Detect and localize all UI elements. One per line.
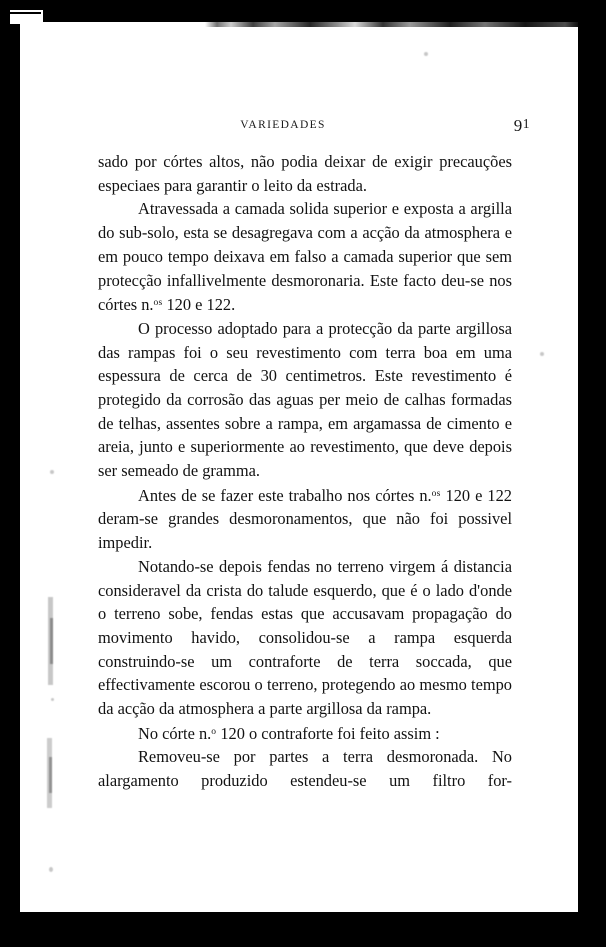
- paragraph-text-cont: 120 o contraforte foi feito assim :: [216, 723, 440, 743]
- dust-speck-artifact: [540, 352, 544, 356]
- paper-sheet: [20, 22, 578, 912]
- paragraph: [98, 317, 512, 483]
- page-folio-number: [514, 116, 530, 136]
- corner-notch-rule-artifact: [10, 12, 41, 14]
- paragraph: [98, 150, 512, 197]
- dust-speck-artifact: [51, 698, 54, 701]
- margin-smudge-artifact: [48, 597, 53, 685]
- paragraph: [98, 745, 512, 816]
- paragraph-text: No córte n.: [138, 723, 212, 743]
- running-head-title: VARIEDADES: [240, 119, 326, 131]
- dust-speck-artifact: [424, 52, 428, 56]
- dust-speck-artifact: [49, 867, 53, 872]
- margin-smudge-artifact: [47, 738, 52, 808]
- paragraph-text: Antes de se fazer este trabalho nos córtes n.: [138, 485, 432, 505]
- dust-speck-artifact: [50, 470, 54, 474]
- paragraph-text: O processo adoptado para a protecção da parte argillosa das rampas foi o seu revestimento com terra boa em uma espessura de cerca de 30 centimetros. Este revestimento é protegido da corrosão das aguas per meio de calhas formadas de telhas, assentes sobre a rampa, em argamassa de cimento e areia, junto e superiormente ao revestimento, que deve depois ser semeado de gramma.: [98, 318, 512, 481]
- margin-smudge-artifact: [49, 757, 52, 793]
- paragraph-text: Removeu-se por partes a terra desmoronada. No alargamento produzido estendeu-se um filtro for-: [98, 747, 512, 791]
- paragraph: [98, 555, 512, 721]
- ordinal-superscript: o: [211, 726, 217, 737]
- scan-edge-artifact: [205, 22, 578, 27]
- paragraph-text: Atravessada a camada solida superior e exposta a argilla do sub-solo, esta se desagregava com a acção da atmosphera e em pouco tempo deixava em falso a camada superior que sem protecção infallivelmente desmoronaria. Este facto deu-se nos córtes n.: [98, 199, 512, 315]
- margin-smudge-artifact: [50, 618, 53, 664]
- paragraph: [98, 483, 512, 555]
- paragraph: [98, 721, 512, 746]
- paragraph-text: Notando-se depois fendas no terreno virgem á distancia consideravel da crista do talude esquerdo, que é o lado d'onde o terreno sobe, fendas estas que accusavam propagação do movimento havido, consolidou-se a rampa esquerda construindo-se um contraforte de terra soccada, que effectivamente escorou o terreno, protegendo ao mesmo tempo da acção da atmosphera a parte argillosa da rampa.: [98, 556, 512, 719]
- ordinal-superscript: os: [431, 488, 441, 499]
- ordinal-superscript: os: [153, 298, 163, 309]
- paragraph-text-cont: 120 e 122 deram-se grandes desmoronamentos, que não foi possivel impedir.: [98, 485, 512, 553]
- running-head: [98, 116, 530, 137]
- paragraph-text: sado por córtes altos, não podia deixar de exigir precauções especiaes para garantir o leito da estrada.: [98, 152, 512, 195]
- folio-digits: 91: [513, 116, 530, 135]
- paragraph-text-cont: 120 e 122.: [162, 295, 236, 315]
- body-text-block: [98, 150, 512, 817]
- paragraph: [98, 197, 512, 316]
